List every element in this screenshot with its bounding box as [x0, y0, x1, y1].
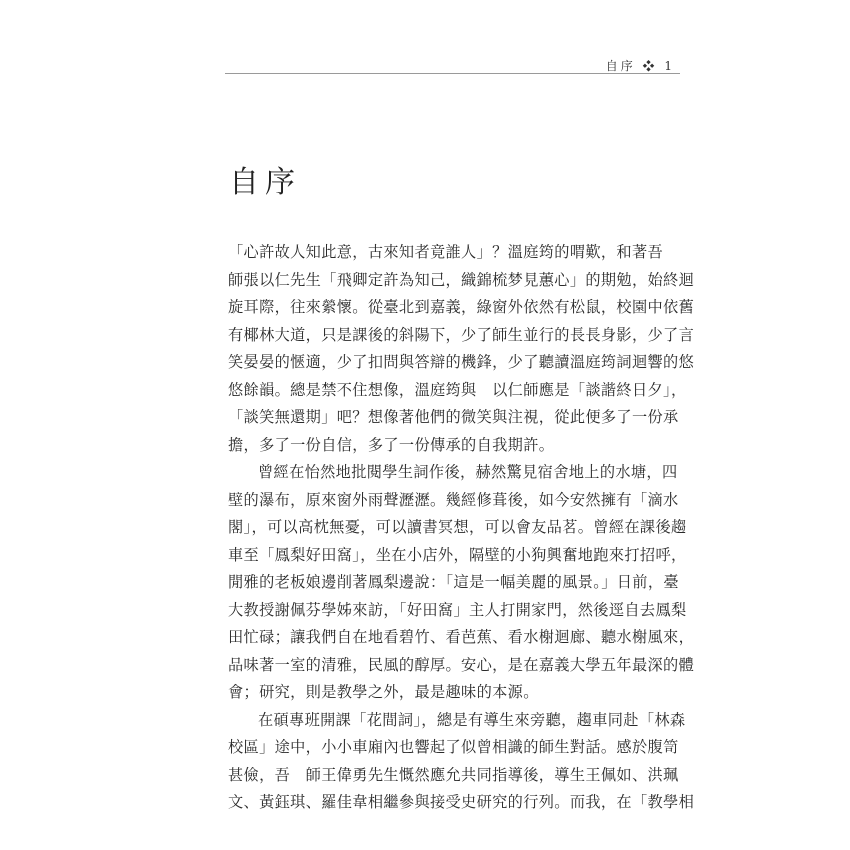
text-line: 「談笑無還期」吧？想像著他們的微笑與注視，從此便多了一份承	[228, 408, 679, 426]
chapter-title: 自序	[229, 165, 301, 201]
text-line: 旋耳際，往來縈懷。從臺北到嘉義，綠窗外依然有松鼠，校園中依舊	[228, 298, 695, 316]
text-line: 師張以仁先生「飛卿定許為知己，織錦梳梦見蕙心」的期勉，始終迴	[228, 270, 695, 289]
text-line: 甚儉，吾 師王偉勇先生慨然應允共同指導後，導生王佩如、洪珮	[228, 765, 679, 784]
text-line: 閒雅的老板娘邊削著鳳梨邊說：「這是一幅美麗的風景。」日前，臺	[228, 573, 679, 591]
text-line: 壁的瀑布，原來窗外雨聲瀝瀝。幾經修葺後，如今安然擁有「滴水	[228, 490, 679, 509]
text-line: 田忙碌；讓我們自在地看碧竹、看芭蕉、看水榭迴廊、聽水榭風來，	[228, 628, 695, 646]
text-line: 「心許故人知此意，古來知者竟誰人」？溫庭筠的喟歎，和著吾	[228, 243, 664, 261]
text-line: 車至「鳳梨好田窩」，坐在小店外，隔壁的小狗興奮地跑來打招呼，	[228, 545, 687, 564]
text-line: 悠餘韻。總是禁不住想像，溫庭筠與 以仁師應是「談諧終日夕」，	[228, 380, 687, 399]
running-head: 自序 ❖ 1	[605, 59, 675, 73]
header-rule	[225, 73, 680, 74]
text-line: 會；研究，則是教學之外，最是趣味的本源。	[228, 683, 539, 701]
text-line: 擔，多了一份自信，多了一份傳承的自我期許。	[228, 435, 555, 454]
text-line: 校區」途中，小小車廂內也響起了似曾相識的師生對話。感於腹笥	[228, 738, 679, 756]
text-line: 品味著一室的清雅，民風的醇厚。安心，是在嘉義大學五年最深的體	[228, 655, 695, 674]
text-line: 閣」，可以高枕無憂，可以讀書冥想，可以會友品茗。曾經在課後趨	[228, 518, 687, 536]
text-line: 大教授謝佩芬學姊來訪，「好田窩」主人打開家門，然後逕自去鳳梨	[228, 600, 687, 619]
paragraph-start-line: 曾經在怡然地批閱學生詞作後，赫然驚見宿舍地上的水塘，四	[258, 463, 678, 481]
text-line: 有椰林大道，只是課後的斜陽下，少了師生並行的長長身影，少了言	[228, 325, 695, 344]
body-text	[228, 239, 695, 817]
text-line: 笑晏晏的愜適，少了扣問與答辯的機鋒，少了聽讀溫庭筠詞迴響的悠	[228, 353, 695, 371]
text-line: 文、黃鈺琪、羅佳韋相繼參與接受史研究的行列。而我，在「教學相	[228, 793, 695, 811]
paragraph-start-line: 在碩專班開課「花間詞」，總是有導生來旁聽，趨車同赴「林森	[258, 710, 686, 729]
